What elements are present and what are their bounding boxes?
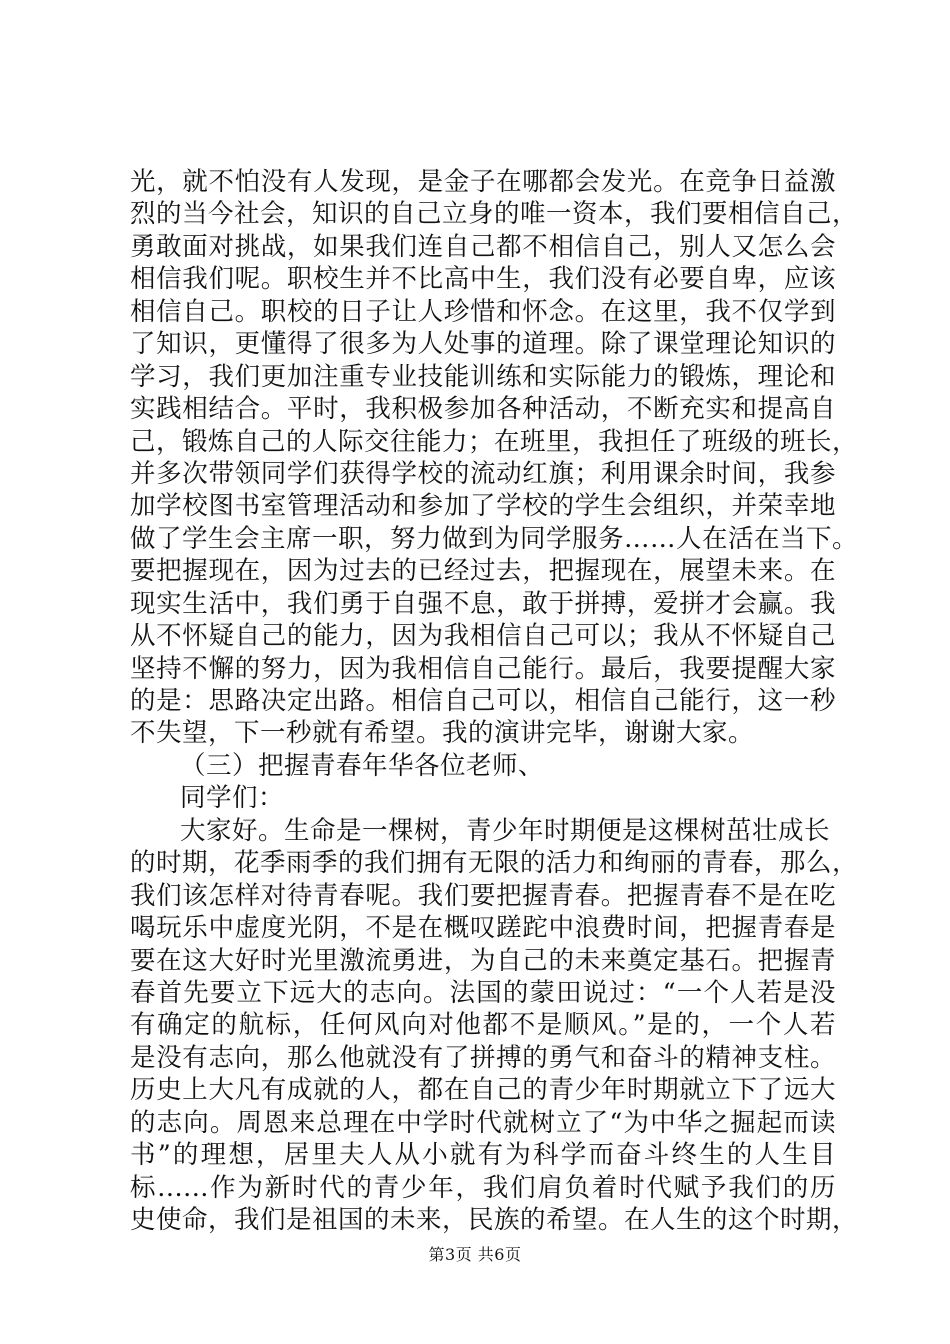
text-line: 坚持不懈的努力，因为我相信自己能行。最后，我要提醒大家 <box>130 653 836 684</box>
text-line: 标......作为新时代的青少年，我们肩负着时代赋予我们的历 <box>130 1172 836 1203</box>
salutation: 同学们： <box>180 783 285 814</box>
text-line: 相信我们呢。职校生并不比高中生，我们没有必要自卑，应该 <box>130 264 836 295</box>
text-line: 的时期，花季雨季的我们拥有无限的活力和绚丽的青春，那么， <box>130 848 859 879</box>
text-line: 光，就不怕没有人发现，是金子在哪都会发光。在竞争日益激 <box>130 167 836 197</box>
text-line: 史使命，我们是祖国的未来，民族的希望。在人生的这个时期， <box>130 1205 859 1235</box>
text-line: 烈的当今社会，知识的自己立身的唯一资本，我们要相信自己， <box>130 199 859 230</box>
text-line: 现实生活中，我们勇于自强不息，敢于拼搏，爱拼才会赢。我 <box>130 588 836 619</box>
text-line: 相信自己。职校的日子让人珍惜和怀念。在这里，我不仅学到 <box>130 296 836 327</box>
text-line: 并多次带领同学们获得学校的流动红旗；利用课余时间，我参 <box>130 458 836 489</box>
text-line: 了知识，更懂得了很多为人处事的道理。除了课堂理论知识的 <box>130 329 836 360</box>
text-line: 己，锻炼自己的人际交往能力；在班里，我担任了班级的班长， <box>130 426 859 457</box>
text-line: 有确定的航标，任何风向对他都不是顺风。”是的，一个人若 <box>130 1010 836 1041</box>
text-line: 历史上大凡有成就的人，都在自己的青少年时期就立下了远大 <box>130 1075 836 1106</box>
text-line: 喝玩乐中虚度光阴，不是在概叹蹉跎中浪费时间，把握青春是 <box>130 913 836 944</box>
text-line: 加学校图书室管理活动和参加了学校的学生会组织，并荣幸地 <box>130 491 836 522</box>
text-line: 书”的理想，居里夫人从小就有为科学而奋斗终生的人生目 <box>130 1140 836 1171</box>
text-line: 做了学生会主席一职，努力做到为同学服务……人在活在当下。 <box>130 523 859 554</box>
text-line: 要把握现在，因为过去的已经过去，把握现在，展望未来。在 <box>130 556 836 587</box>
text-line: 学习，我们更加注重专业技能训练和实际能力的锻炼，理论和 <box>130 361 836 392</box>
text-line: 要在这大好时光里激流勇进，为自己的未来奠定基石。把握青 <box>130 945 836 976</box>
text-line: 实践相结合。平时，我积极参加各种活动，不断充实和提高自 <box>130 394 836 425</box>
text-line: 不失望，下一秒就有希望。我的演讲完毕，谢谢大家。 <box>130 718 755 749</box>
text-line: 从不怀疑自己的能力，因为我相信自己可以；我从不怀疑自己 <box>130 621 836 652</box>
page-footer: 第3页 共6页 <box>428 1245 522 1264</box>
text-line: 春首先要立下远大的志向。法国的蒙田说过：“一个人若是没 <box>130 977 836 1008</box>
body-text <box>130 166 859 1236</box>
text-line: 的志向。周恩来总理在中学时代就树立了“为中华之掘起而读 <box>130 1107 836 1138</box>
paragraph-start: 大家好。生命是一棵树，青少年时期便是这棵树茁壮成长 <box>180 815 831 846</box>
section-heading: （三）把握青春年华各位老师、 <box>180 750 545 781</box>
text-line: 勇敢面对挑战，如果我们连自己都不相信自己，别人又怎么会 <box>130 231 836 262</box>
text-line: 的是：思路决定出路。相信自己可以，相信自己能行，这一秒 <box>130 686 836 716</box>
text-line: 是没有志向，那么他就没有了拼搏的勇气和奋斗的精神支柱。 <box>130 1042 836 1073</box>
text-line: 我们该怎样对待青春呢。我们要把握青春。把握青春不是在吃 <box>130 880 836 911</box>
